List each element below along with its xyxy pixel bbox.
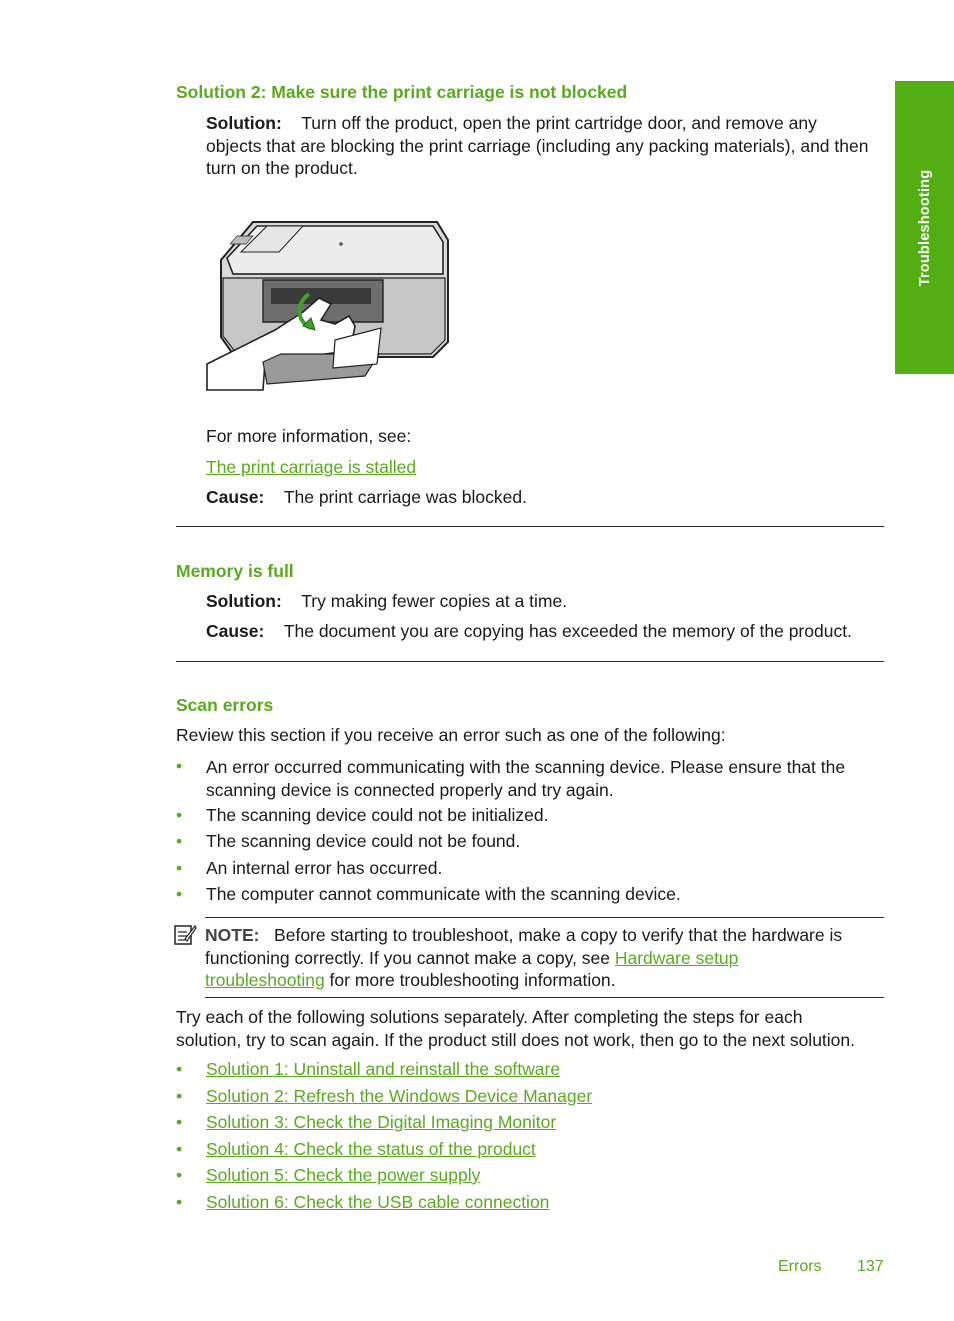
note-icon [173, 923, 197, 947]
bullet: • [176, 1165, 183, 1185]
solution-text: Turn off the product, open the print cartridge door, and remove any [301, 113, 817, 133]
link-solution-3[interactable]: Solution 3: Check the Digital Imaging Monitor [206, 1112, 557, 1132]
bullet: • [176, 805, 183, 825]
note-bottom-rule [205, 997, 884, 998]
printer-carriage-illustration [205, 212, 455, 392]
section-heading-memory-full: Memory is full [176, 561, 294, 581]
link-solution-4[interactable]: Solution 4: Check the status of the product [206, 1139, 536, 1159]
link-print-carriage-stalled[interactable]: The print carriage is stalled [206, 457, 417, 477]
list-item: The scanning device could not be found. [206, 831, 521, 851]
solution-paragraph [206, 112, 896, 180]
bullet: • [176, 831, 183, 851]
intro-text: Review this section if you receive an error such as one of the following: [176, 725, 726, 745]
solution-label: Solution: [206, 591, 282, 611]
solution-line [206, 591, 567, 612]
cause-label: Cause: [206, 621, 265, 641]
try-paragraph: Try each of the following solutions separately. After completing the steps for each solution, try to scan again. If the product still does not work, then go to the next solution. [176, 1007, 856, 1050]
bullet: • [176, 1139, 183, 1159]
bullet: • [176, 884, 183, 904]
note-label: NOTE: [205, 925, 260, 945]
bullet: • [176, 1059, 183, 1079]
solution-label: Solution: [206, 113, 282, 133]
note-top-rule [205, 917, 884, 918]
list-item: The computer cannot communicate with the scanning device. [206, 884, 681, 904]
divider [176, 526, 884, 527]
solution-text-2: objects that are blocking the print carriage (including any packing materials), and then [206, 135, 869, 156]
link-solution-1[interactable]: Solution 1: Uninstall and reinstall the software [206, 1059, 561, 1079]
divider [176, 661, 884, 662]
more-info-text: For more information, see: [206, 426, 412, 446]
bullet: • [176, 756, 183, 776]
solution-text-3: turn on the product. [206, 158, 358, 178]
link-solution-6[interactable]: Solution 6: Check the USB cable connection [206, 1192, 550, 1212]
link-hardware-setup[interactable]: Hardware setup [614, 947, 739, 968]
note-text: NOTE: Before starting to troubleshoot, make a copy to verify that the hardware is functioning correctly. If you cannot make a copy, see Hardware setup troubleshooting for more troubleshooting information. [205, 925, 843, 990]
side-tab [895, 81, 954, 374]
page-number: 137 [857, 1258, 884, 1275]
cause-line [206, 621, 852, 642]
side-tab-label: Troubleshooting [916, 169, 933, 286]
bullet: • [176, 858, 183, 878]
cause-label: Cause: [206, 487, 265, 507]
solution-text: Try making fewer copies at a time. [301, 591, 568, 611]
bullet: • [176, 1192, 183, 1212]
cause-line [206, 487, 527, 508]
footer-section: Errors [778, 1258, 822, 1275]
list-item: An internal error has occurred. [206, 858, 443, 878]
bullet: • [176, 1112, 183, 1132]
bullet: • [176, 1086, 183, 1106]
list-item: The scanning device could not be initialized. [206, 805, 549, 825]
section-heading-scan-errors: Scan errors [176, 695, 274, 715]
cause-text: The print carriage was blocked. [283, 487, 527, 507]
section-heading-print-carriage: Solution 2: Make sure the print carriage is not blocked [176, 82, 628, 102]
list-item: An error occurred communicating with the scanning device. Please ensure that the scanning device is connected properly and try again. [206, 757, 846, 800]
link-solution-2[interactable]: Solution 2: Refresh the Windows Device Manager [206, 1086, 593, 1106]
cause-text: The document you are copying has exceeded the memory of the product. [283, 621, 852, 641]
link-solution-5[interactable]: Solution 5: Check the power supply [206, 1165, 481, 1185]
link-troubleshooting[interactable]: troubleshooting [205, 970, 325, 990]
